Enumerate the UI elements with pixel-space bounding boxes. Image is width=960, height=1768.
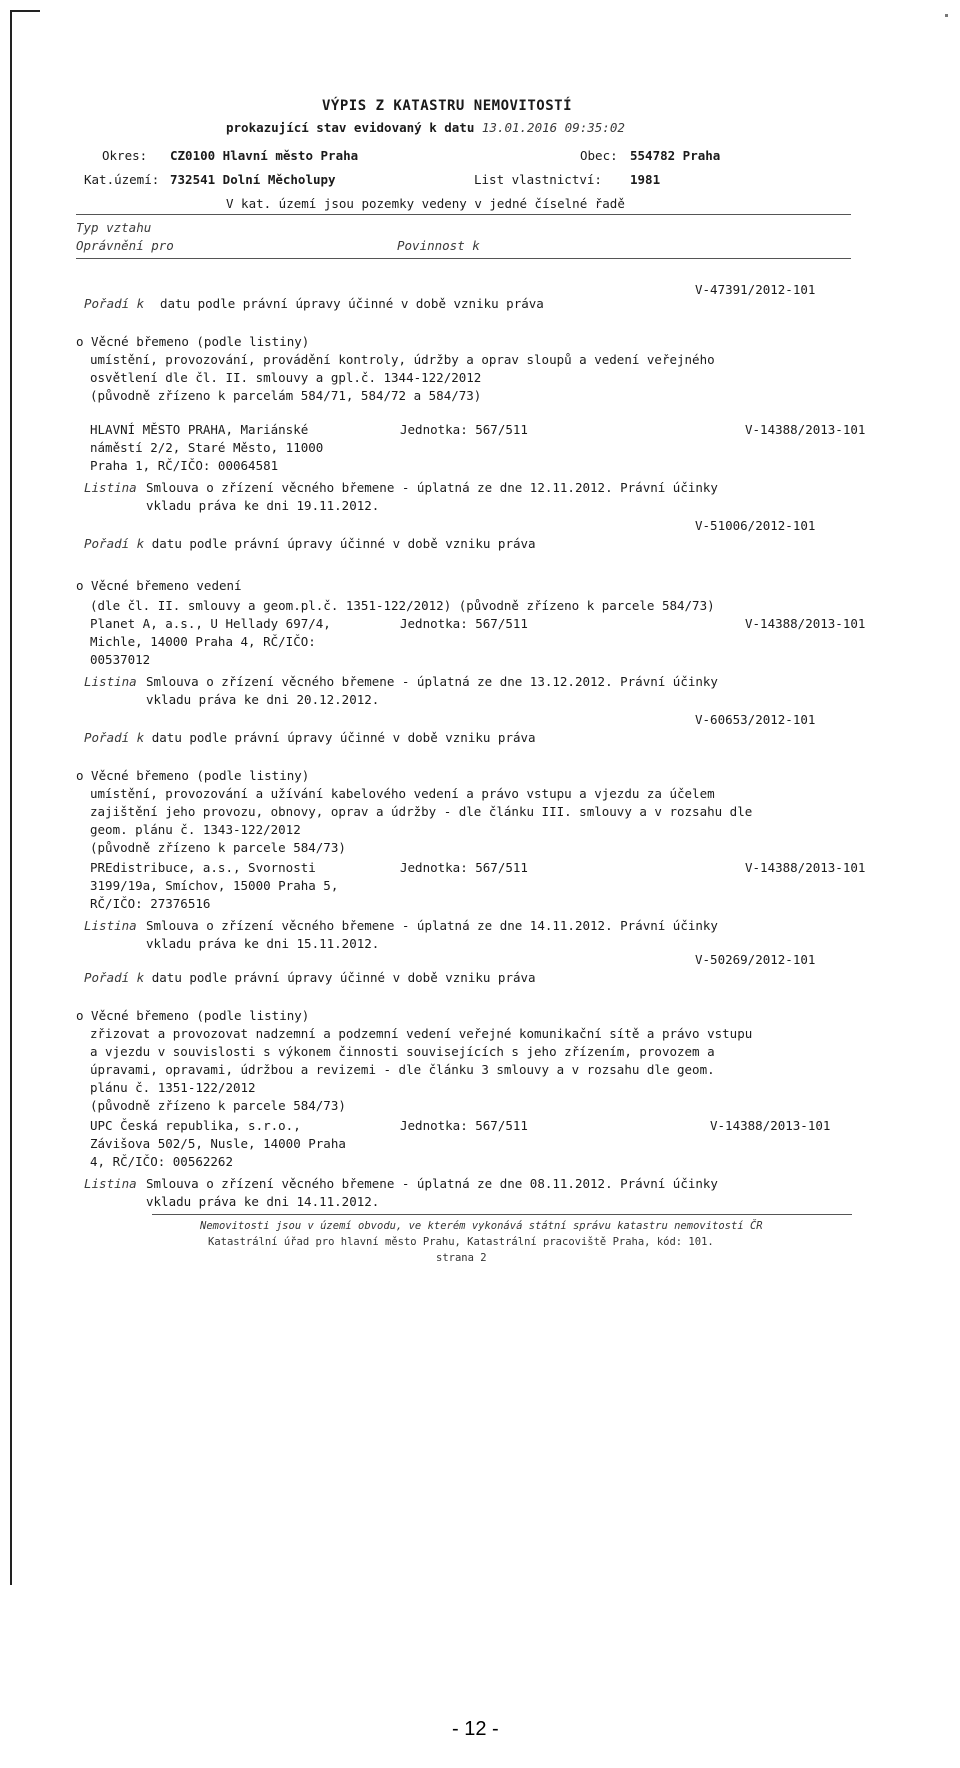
footer-line-2: Katastrální úřad pro hlavní město Prahu, Katastrální pracoviště Praha, kód: 101. xyxy=(208,1236,714,1248)
lv-value: 1981 xyxy=(630,172,661,187)
page-number: - 12 - xyxy=(452,1718,499,1740)
listina-line: vkladu práva ke dni 19.11.2012. xyxy=(146,498,380,513)
footer-line-3: strana 2 xyxy=(436,1252,487,1264)
column-typ-vztahu: Typ vztahu xyxy=(76,220,152,235)
column-opravneni-pro: Oprávnění pro xyxy=(76,238,174,253)
listina-line: Smlouva o zřízení věcného břemene - úplatná ze dne 13.12.2012. Právní účinky xyxy=(146,674,718,689)
okres-value: CZ0100 Hlavní město Praha xyxy=(170,148,359,163)
footer-line-1: Nemovitosti jsou v území obvodu, ve kterém vykonává státní správu katastru nemovitostí ČR xyxy=(200,1220,763,1232)
holder-ref: V-14388/2013-101 xyxy=(745,860,866,875)
entry-line: geom. plánu č. 1343-122/2012 xyxy=(90,822,301,837)
entry-poradi: Pořadí k datu podle právní úpravy účinné v době vzniku práva xyxy=(84,730,536,745)
holder-line: Praha 1, RČ/IČO: 00064581 xyxy=(90,458,279,473)
holder-jednotka: Jednotka: 567/511 xyxy=(400,422,528,437)
entry-poradi: Pořadí k xyxy=(84,296,145,311)
scan-edge-top xyxy=(10,10,40,12)
divider-footer xyxy=(152,1214,852,1215)
listina-line: vkladu práva ke dni 20.12.2012. xyxy=(146,692,380,707)
holder-line: Michle, 14000 Praha 4, RČ/IČO: xyxy=(90,634,316,649)
entry-line: zřizovat a provozovat nadzemní a podzemní vedení veřejné komunikační sítě a právo vstupu xyxy=(90,1026,753,1041)
scan-speck xyxy=(945,14,948,17)
listina-line: Smlouva o zřízení věcného břemene - úplatná ze dne 08.11.2012. Právní účinky xyxy=(146,1176,718,1191)
listina-label: Listina xyxy=(84,674,137,689)
obec-label: Obec: xyxy=(580,148,618,163)
holder-line: 00537012 xyxy=(90,652,151,667)
entry-poradi: Pořadí k datu podle právní úpravy účinné v době vzniku práva xyxy=(84,536,536,551)
holder-line: HLAVNÍ MĚSTO PRAHA, Mariánské xyxy=(90,422,309,437)
entry-ref: V-50269/2012-101 xyxy=(695,952,816,967)
holder-jednotka: Jednotka: 567/511 xyxy=(400,1118,528,1133)
okres-label: Okres: xyxy=(102,148,148,163)
holder-line: Závišova 502/5, Nusle, 14000 Praha xyxy=(90,1136,346,1151)
entry-line: o Věcné břemeno (podle listiny) xyxy=(76,1008,310,1023)
divider-columns xyxy=(76,258,851,259)
lv-label: List vlastnictví: xyxy=(474,172,602,187)
entry-poradi: Pořadí k datu podle právní úpravy účinné v době vzniku práva xyxy=(84,970,536,985)
holder-line: UPC Česká republika, s.r.o., xyxy=(90,1118,301,1133)
scan-edge-left xyxy=(10,10,12,1585)
entry-line: umístění, provozování, provádění kontroly, údržby a oprav sloupů a vedení veřejného xyxy=(90,352,715,367)
subtitle-date: 13.01.2016 09:35:02 xyxy=(481,120,625,135)
entry-line: (dle čl. II. smlouvy a geom.pl.č. 1351-122/2012) (původně zřízeno k parcele 584/73) xyxy=(90,598,715,613)
entry-ref: V-51006/2012-101 xyxy=(695,518,816,533)
document-title: VÝPIS Z KATASTRU NEMOVITOSTÍ xyxy=(322,98,573,114)
holder-line: PREdistribuce, a.s., Svornosti xyxy=(90,860,316,875)
entry-line: osvětlení dle čl. II. smlouvy a gpl.č. 1344-122/2012 xyxy=(90,370,482,385)
entry-line: plánu č. 1351-122/2012 xyxy=(90,1080,256,1095)
listina-line: Smlouva o zřízení věcného břemene - úplatná ze dne 14.11.2012. Právní účinky xyxy=(146,918,718,933)
holder-line: 3199/19a, Smíchov, 15000 Praha 5, xyxy=(90,878,339,893)
holder-ref: V-14388/2013-101 xyxy=(710,1118,831,1133)
holder-ref: V-14388/2013-101 xyxy=(745,616,866,631)
holder-ref: V-14388/2013-101 xyxy=(745,422,866,437)
entry-ref: V-60653/2012-101 xyxy=(695,712,816,727)
entry-line: úpravami, opravami, údržbou a revizemi - dle článku 3 smlouvy a v rozsahu dle geom. xyxy=(90,1062,715,1077)
subtitle-prefix: prokazující stav evidovaný k datu xyxy=(226,120,475,135)
holder-line: náměstí 2/2, Staré Město, 11000 xyxy=(90,440,324,455)
entry-ref: V-47391/2012-101 xyxy=(695,282,816,297)
listina-line: vkladu práva ke dni 14.11.2012. xyxy=(146,1194,380,1209)
holder-jednotka: Jednotka: 567/511 xyxy=(400,616,528,631)
katuzemi-value: 732541 Dolní Měcholupy xyxy=(170,172,336,187)
divider-header xyxy=(76,214,851,215)
listina-line: Smlouva o zřízení věcného břemene - úplatná ze dne 12.11.2012. Právní účinky xyxy=(146,480,718,495)
entry-line: umístění, provozování a užívání kabelového vedení a právo vstupu a vjezdu za účelem xyxy=(90,786,715,801)
column-povinnost-k: Povinnost k xyxy=(397,238,480,253)
listina-label: Listina xyxy=(84,480,137,495)
holder-line: RČ/IČO: 27376516 xyxy=(90,896,211,911)
entry-line: (původně zřízeno k parcelám 584/71, 584/72 a 584/73) xyxy=(90,388,482,403)
obec-value: 554782 Praha xyxy=(630,148,721,163)
holder-line: Planet A, a.s., U Hellady 697/4, xyxy=(90,616,331,631)
listina-line: vkladu práva ke dni 15.11.2012. xyxy=(146,936,380,951)
entry-line: (původně zřízeno k parcele 584/73) xyxy=(90,840,346,855)
entry-line: o Věcné břemeno (podle listiny) xyxy=(76,334,310,349)
header-note: V kat. území jsou pozemky vedeny v jedné číselné řadě xyxy=(226,196,625,211)
entry-line: (původně zřízeno k parcele 584/73) xyxy=(90,1098,346,1113)
holder-jednotka: Jednotka: 567/511 xyxy=(400,860,528,875)
entry-line: o Věcné břemeno vedení xyxy=(76,578,242,593)
entry-line: o Věcné břemeno (podle listiny) xyxy=(76,768,310,783)
listina-label: Listina xyxy=(84,1176,137,1191)
katuzemi-label: Kat.území: xyxy=(84,172,160,187)
holder-line: 4, RČ/IČO: 00562262 xyxy=(90,1154,233,1169)
entry-line: zajištění jeho provozu, obnovy, oprav a údržby - dle článku III. smlouvy a v rozsahu dle xyxy=(90,804,753,819)
entry-poradi-rest: datu podle právní úpravy účinné v době vzniku práva xyxy=(160,296,544,311)
document-subtitle xyxy=(226,120,625,135)
listina-label: Listina xyxy=(84,918,137,933)
entry-line: a vjezdu v souvislosti s výkonem činnosti souvisejících s jeho zřízením, provozem a xyxy=(90,1044,715,1059)
